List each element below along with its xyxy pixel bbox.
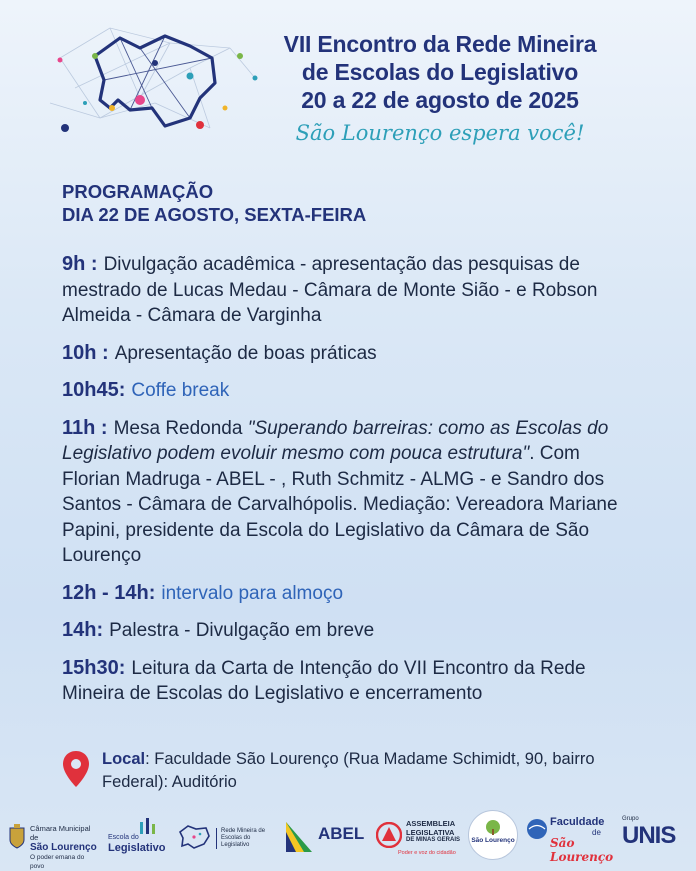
badge-text: São Lourenço (471, 837, 515, 844)
almg-line-2: LEGISLATIVA (406, 827, 455, 837)
schedule-text: Divulgação acadêmica - apresentação das pesquisas de mestrado de Lucas Medau - Câmara de Monte Sião - e Robson Almeida - Câmara de Varginha (62, 254, 598, 326)
rede-line-2: Escolas do Legislativo (221, 835, 251, 848)
schedule-text: Apresentação de boas práticas (114, 342, 377, 364)
escola-line-1: Escola do (108, 834, 139, 841)
fac-line-1: Faculdade (550, 816, 605, 828)
abel-flag-icon (284, 820, 314, 854)
schedule-time: 10h45: (62, 379, 126, 401)
program-title: PROGRAMAÇÃO (62, 181, 214, 202)
schedule-item (62, 618, 632, 644)
schedule-text: Palestra - Divulgação em breve (109, 620, 375, 641)
schedule-item (62, 656, 632, 707)
program-day: DIA 22 DE AGOSTO, SEXTA-FEIRA (62, 204, 367, 225)
schedule-time: 14h: (62, 619, 104, 641)
location-block (62, 748, 622, 794)
coat-of-arms-icon (8, 824, 26, 850)
schedule-text-pre: Mesa Redonda (113, 417, 248, 439)
program-heading (62, 180, 366, 226)
almg-line-3: DE MINAS GERAIS (406, 837, 461, 843)
location-label: Local (102, 750, 146, 768)
unis-text: UNIS (622, 822, 676, 849)
schedule-time: 12h - 14h: (62, 581, 156, 604)
schedule-text: Leitura da Carta de Intenção do VII Encontro da Rede Mineira de Escolas do Legislativo e encerramento (62, 657, 586, 704)
schedule-time: 11h : (62, 416, 108, 439)
schedule-time: 10h : (62, 341, 109, 364)
schedule-item (62, 378, 632, 404)
schedule-list (62, 252, 632, 719)
schedule-time: 9h : (62, 253, 98, 275)
event-title-line-2: de Escolas do Legislativo (301, 59, 579, 85)
schedule-item (62, 416, 632, 569)
event-title-line-1: VII Encontro da Rede Mineira (283, 31, 597, 57)
tree-icon (481, 819, 505, 835)
event-tagline: São Lourenço espera você! (295, 121, 585, 145)
almg-slogan: Poder e voz do cidadão (398, 850, 456, 856)
abel-text: ABEL (318, 824, 365, 843)
almg-emblem-icon (376, 822, 402, 848)
location-pin-icon (62, 750, 90, 788)
minas-map-icon (176, 822, 212, 852)
grupo-text: Grupo (622, 816, 639, 822)
camara-sao-lourenco-logo (8, 822, 98, 870)
camara-line-3: O poder emana do povo (30, 854, 85, 870)
rede-mineira-logo (176, 820, 274, 854)
almg-logo (376, 820, 462, 860)
schedule-text: Coffe break (131, 380, 230, 401)
location-address: : Faculdade São Lourenço (Rua Madame Schimidt, 90, bairro Federal): Auditório (102, 750, 595, 791)
fac-line-2: de (592, 828, 601, 837)
camara-line-1: Câmara Municipal de (30, 824, 91, 842)
escola-legislativo-logo (108, 818, 168, 858)
almg-line-1: ASSEMBLEIA (406, 819, 456, 828)
schedule-time: 15h30: (62, 656, 126, 679)
roundtable-title: "Superando barreiras: como as Escolas do Legislativo podem evoluir mesmo com pouca estrutura" (62, 417, 609, 464)
schedule-text-post: . Com Florian Madruga - ABEL - , Ruth Schmitz - ALMG - e Sandro dos Santos - Câmara de Carvalhópolis. Mediação: Vereadora Mariane Papini, presidente da Escola do Legislativo da Câmara de São Lourenço (62, 443, 618, 566)
globe-icon (526, 818, 548, 840)
schedule-item (62, 252, 632, 329)
schedule-text: intervalo para almoço (161, 582, 344, 604)
event-header (250, 30, 630, 146)
schedule-item (62, 341, 632, 367)
fac-line-3: São Lourenço (550, 836, 614, 864)
sponsor-logos (0, 808, 696, 870)
grupo-unis-logo (622, 816, 692, 858)
building-icon (138, 818, 158, 834)
camara-line-2: São Lourenço (30, 842, 97, 853)
faculdade-sao-lourenco-logo (526, 814, 616, 864)
schedule-item (62, 581, 632, 607)
event-dates: 20 a 22 de agosto de 2025 (301, 87, 579, 113)
sao-lourenco-badge-logo (468, 810, 518, 860)
rede-line-1: Rede Mineira de (221, 828, 266, 834)
escola-line-2: Legislativo (108, 842, 166, 854)
abel-logo (284, 818, 368, 858)
location-text (102, 748, 622, 794)
minas-network-map-logo (40, 8, 270, 148)
